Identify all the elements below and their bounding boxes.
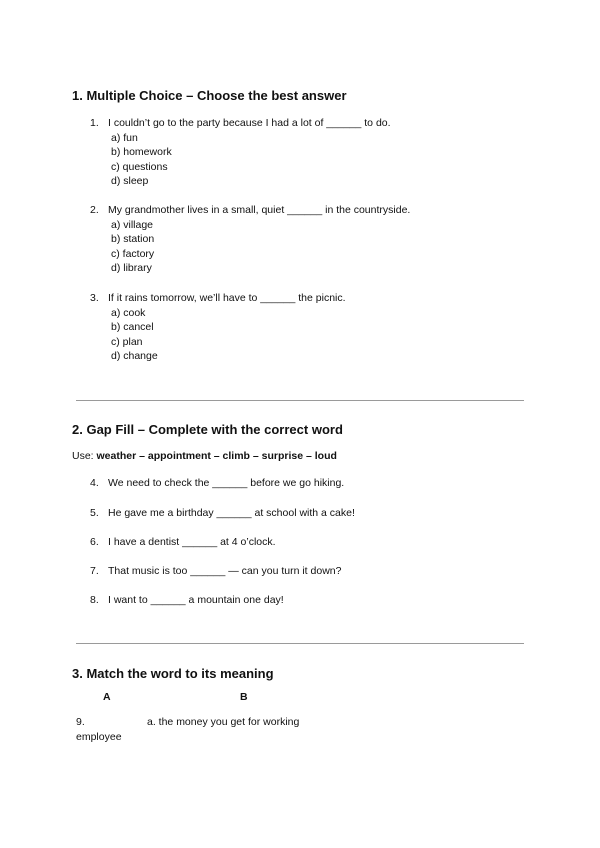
question-number: 2. <box>90 204 99 216</box>
option: c) questions <box>111 160 168 173</box>
section-3-title: 3. Match the word to its meaning <box>72 666 274 681</box>
options-list <box>90 306 346 364</box>
item-number: 9. <box>76 716 85 728</box>
option: b) homework <box>111 146 172 159</box>
word-bank-instruction <box>72 450 337 462</box>
option: b) cancel <box>111 321 154 334</box>
question-text: I couldn’t go to the party because I had a lot of ______ to do. <box>108 117 391 129</box>
item-number: 8. <box>90 594 99 606</box>
gap-item-8 <box>90 594 284 606</box>
question-text: My grandmother lives in a small, quiet ______ in the countryside. <box>108 204 411 216</box>
use-label: Use: <box>72 450 97 462</box>
question-3 <box>90 291 346 364</box>
option: d) sleep <box>111 175 149 188</box>
question-2 <box>90 203 410 276</box>
section-1-title: 1. Multiple Choice – Choose the best answer <box>72 88 347 103</box>
item-number: 4. <box>90 477 99 489</box>
section-divider <box>76 400 524 401</box>
option: d) change <box>111 350 158 363</box>
word-bank: weather – appointment – climb – surprise – loud <box>96 450 337 462</box>
item-text: I want to ______ a mountain one day! <box>108 594 284 606</box>
gap-item-5 <box>90 507 355 519</box>
column-b-heading: B <box>240 691 248 703</box>
options-list <box>90 218 410 276</box>
item-text: That music is too ______ — can you turn it down? <box>108 565 342 577</box>
option: d) library <box>111 262 152 275</box>
item-number: 7. <box>90 565 99 577</box>
gap-item-6 <box>90 536 276 548</box>
match-word: employee <box>76 731 122 743</box>
gap-item-4 <box>90 477 344 489</box>
item-text: He gave me a birthday ______ at school with a cake! <box>108 507 355 519</box>
item-number: 6. <box>90 536 99 548</box>
option: a) cook <box>111 306 146 319</box>
option: b) station <box>111 233 155 246</box>
option: c) plan <box>111 335 143 348</box>
item-text: We need to check the ______ before we go hiking. <box>108 477 345 489</box>
option: a) fun <box>111 131 138 144</box>
options-list <box>90 131 391 189</box>
item-text: I have a dentist ______ at 4 o’clock. <box>108 536 276 548</box>
question-text: If it rains tomorrow, we’ll have to ______ the picnic. <box>108 292 346 304</box>
question-1 <box>90 116 391 189</box>
gap-item-7 <box>90 565 341 577</box>
question-number: 1. <box>90 117 99 129</box>
section-divider <box>76 643 524 644</box>
option: a) village <box>111 218 154 231</box>
item-number: 5. <box>90 507 99 519</box>
match-row-9 <box>76 715 336 745</box>
section-2-title: 2. Gap Fill – Complete with the correct word <box>72 422 343 437</box>
question-number: 3. <box>90 292 99 304</box>
match-meaning: a. the money you get for working <box>147 716 300 728</box>
option: c) factory <box>111 247 155 260</box>
column-a-heading: A <box>103 691 111 703</box>
